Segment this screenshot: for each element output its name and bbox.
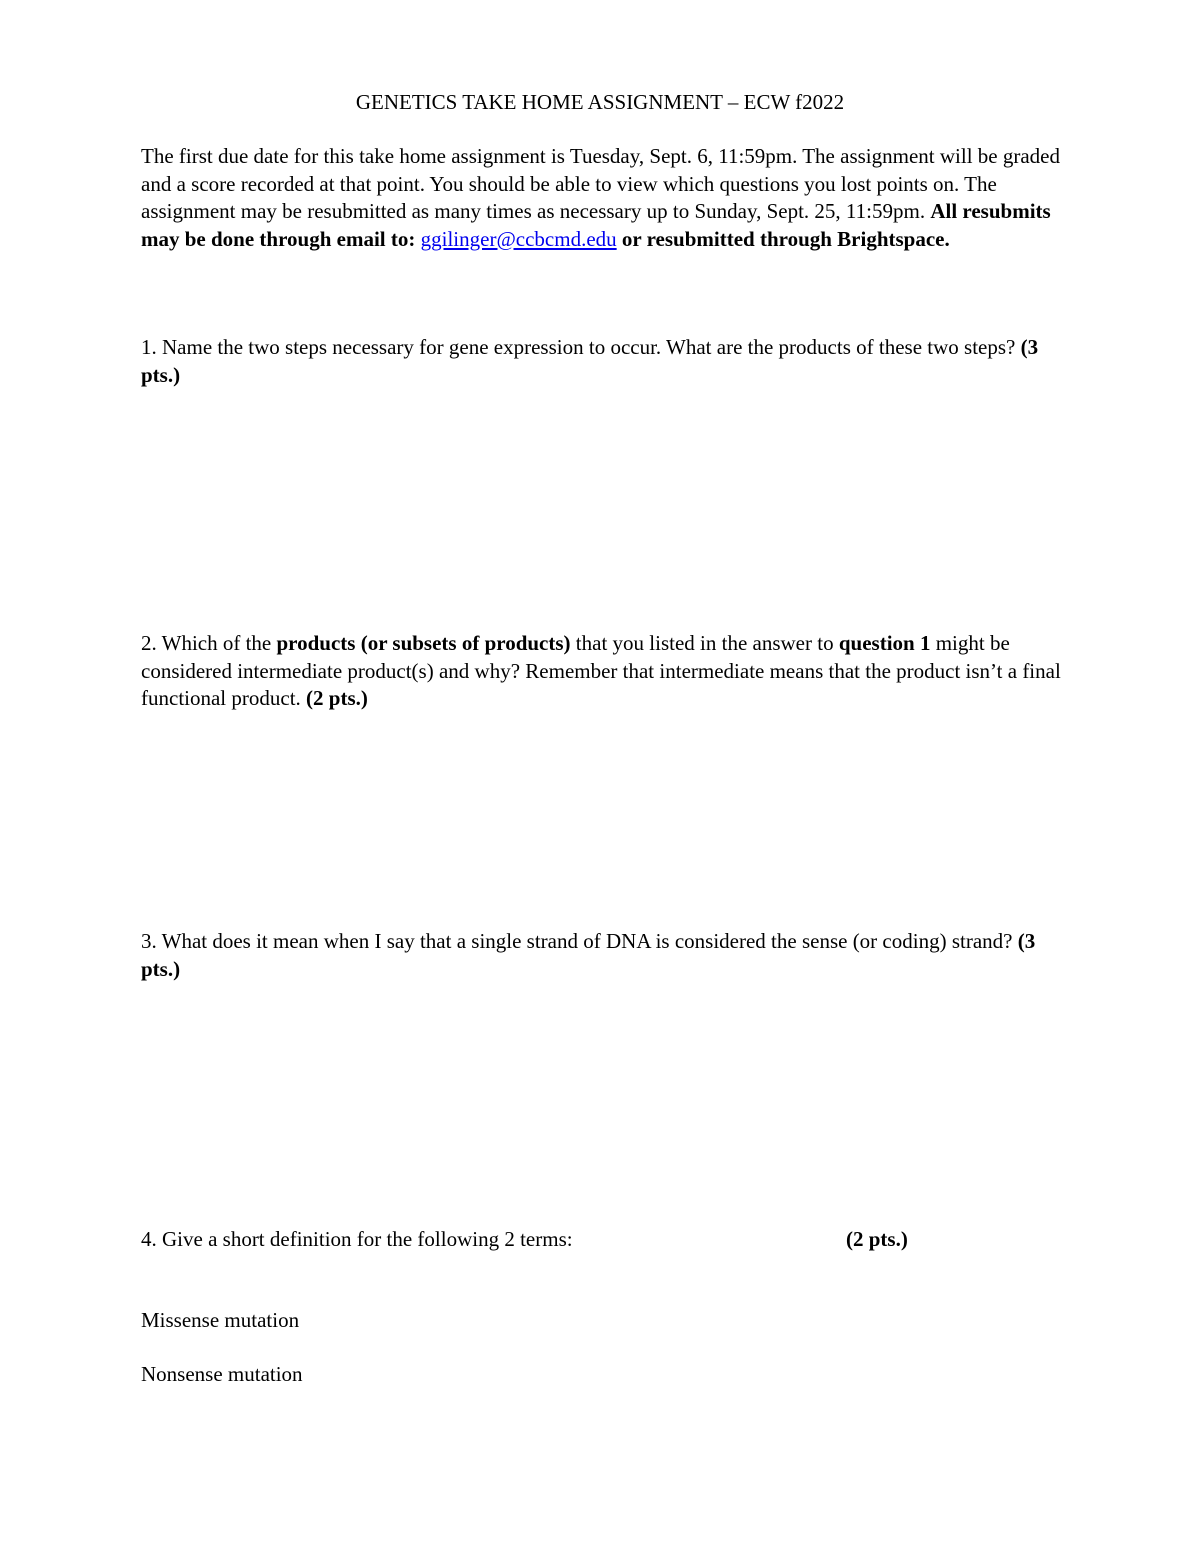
term-missense: Missense mutation <box>141 1308 300 1332</box>
question-1-points: (3 pts.) <box>141 335 1039 387</box>
question-2-points: (2 pts.) <box>306 686 368 710</box>
intro-paragraph <box>141 143 1071 253</box>
term-nonsense: Nonsense mutation <box>141 1362 303 1386</box>
question-4-text: 4. Give a short definition for the following 2 terms: <box>141 1227 573 1251</box>
question-4 <box>141 1226 941 1254</box>
intro-bold-resubmit: All resubmits may be done through email to: <box>141 199 1051 251</box>
page-title: GENETICS TAKE HOME ASSIGNMENT – ECW f2022 <box>355 90 845 114</box>
question-1-text: 1. Name the two steps necessary for gene expression to occur. What are the products of these two steps? <box>141 335 1021 359</box>
question-3-points: (3 pts.) <box>141 929 1036 981</box>
intro-bold-brightspace: or resubmitted through Brightspace. <box>616 226 950 251</box>
question-1 <box>141 334 1071 389</box>
intro-text: The first due date for this take home assignment is Tuesday, Sept. 6, 11:59pm. The assignment will be graded and a score recorded at that point. You should be able to view which questions you lost points on. The assignment may be resubmitted as many times as necessary up to Sunday, Sept. 25, 11:59pm. <box>141 144 1060 223</box>
question-2-text-c: might be considered intermediate product(s) and why? Remember that intermediate means that the product isn’t a final functional product. <box>141 631 1061 710</box>
question-2-text-b: that you listed in the answer to <box>570 631 839 655</box>
question-4-points: (2 pts.) <box>846 1227 908 1251</box>
question-2-bold-question1: question 1 <box>838 631 931 655</box>
email-link[interactable]: ggilinger@ccbcmd.edu <box>420 226 617 251</box>
question-2-text-a: 2. Which of the <box>141 631 277 655</box>
question-3-text: 3. What does it mean when I say that a single strand of DNA is considered the sense (or coding) strand? <box>141 929 1018 953</box>
question-2 <box>141 630 1071 713</box>
question-3 <box>141 928 1071 983</box>
question-2-bold-products: products (or subsets of products) <box>276 631 571 655</box>
